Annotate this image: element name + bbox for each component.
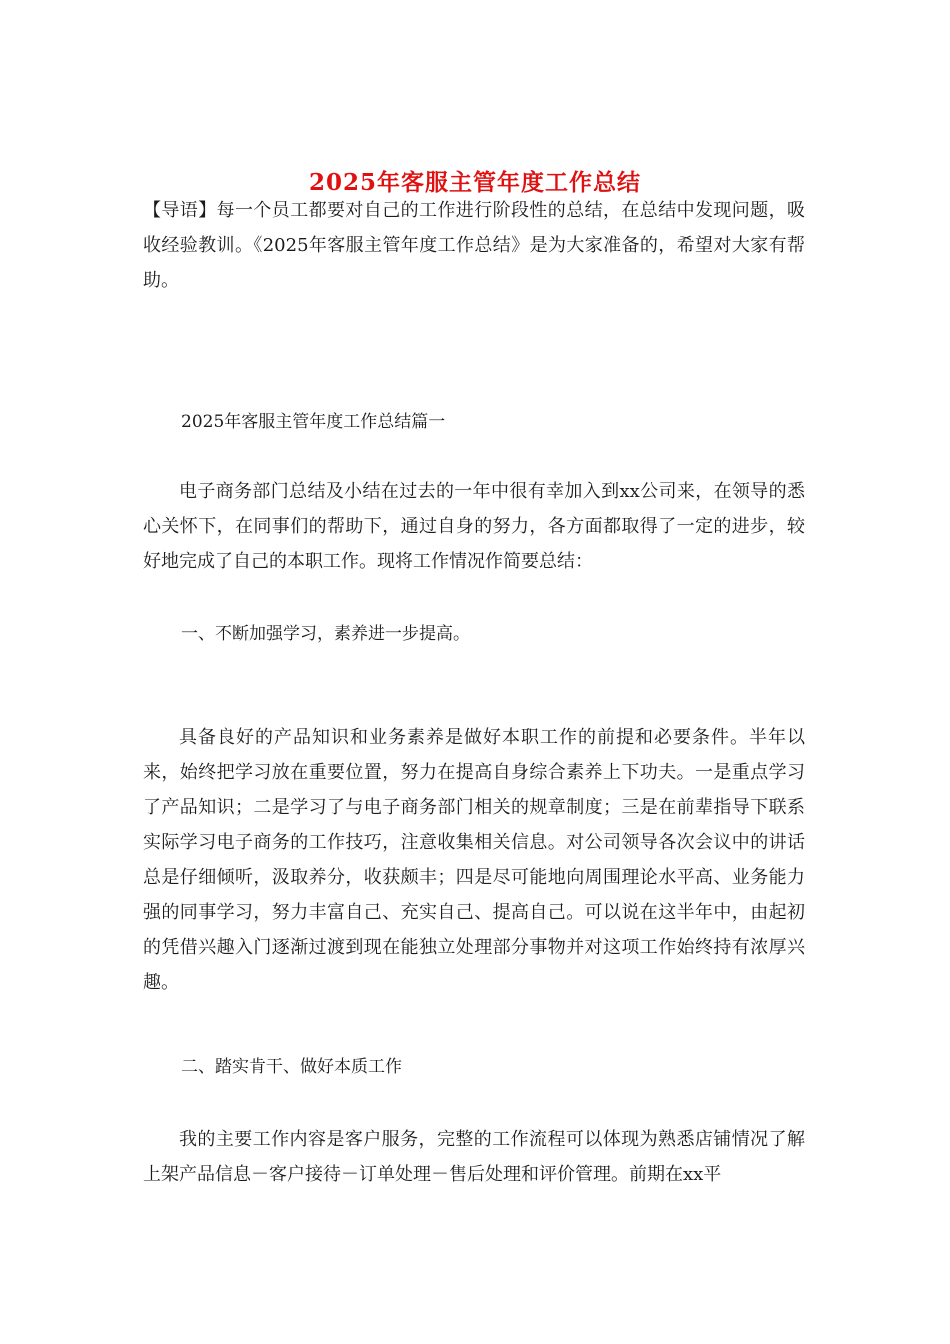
body-paragraph-3: 我的主要工作内容是客户服务，完整的工作流程可以体现为熟悉店铺情况了解上架产品信息－客户接待－订单处理－售后处理和评价管理。前期在xx平: [143, 1129, 805, 1185]
document-title: 2025年客服主管年度工作总结: [308, 169, 641, 197]
body-paragraph-2: 具备良好的产品知识和业务素养是做好本职工作的前提和必要条件。半年以来，始终把学习放在重要位置，努力在提高自身综合素养上下功夫。一是重点学习了产品知识；二是学习了与电子商务部门相关的规章制度；三是在前辈指导下联系实际学习电子商务的工作技巧，注意收集相关信息。对公司领导各次会议中的讲话总是仔细倾听，汲取养分，收获颇丰；四是尽可能地向周围理论水平高、业务能力强的同事学习，努力丰富自己、充实自己、提高自己。可以说在这半年中，由起初的凭借兴趣入门逐渐过渡到现在能独立处理部分事物并对这项工作始终持有浓厚兴趣。: [143, 727, 805, 993]
body-paragraph-1: 电子商务部门总结及小结在过去的一年中很有幸加入到xx公司来，在领导的悉心关怀下，在同事们的帮助下，通过自身的努力，各方面都取得了一定的进步，较好地完成了自己的本职工作。现将工作情况作简要总结：: [143, 481, 805, 572]
intro-paragraph: 【导语】每一个员工都要对自己的工作进行阶段性的总结，在总结中发现问题，吸收经验教训。《2025年客服主管年度工作总结》是为大家准备的，希望对大家有帮助。: [143, 200, 805, 291]
heading-2: 二、踏实肯干、做好本质工作: [181, 1057, 402, 1077]
section-title: 2025年客服主管年度工作总结篇一: [181, 412, 446, 432]
heading-1: 一、不断加强学习，素养进一步提高。: [181, 624, 470, 644]
